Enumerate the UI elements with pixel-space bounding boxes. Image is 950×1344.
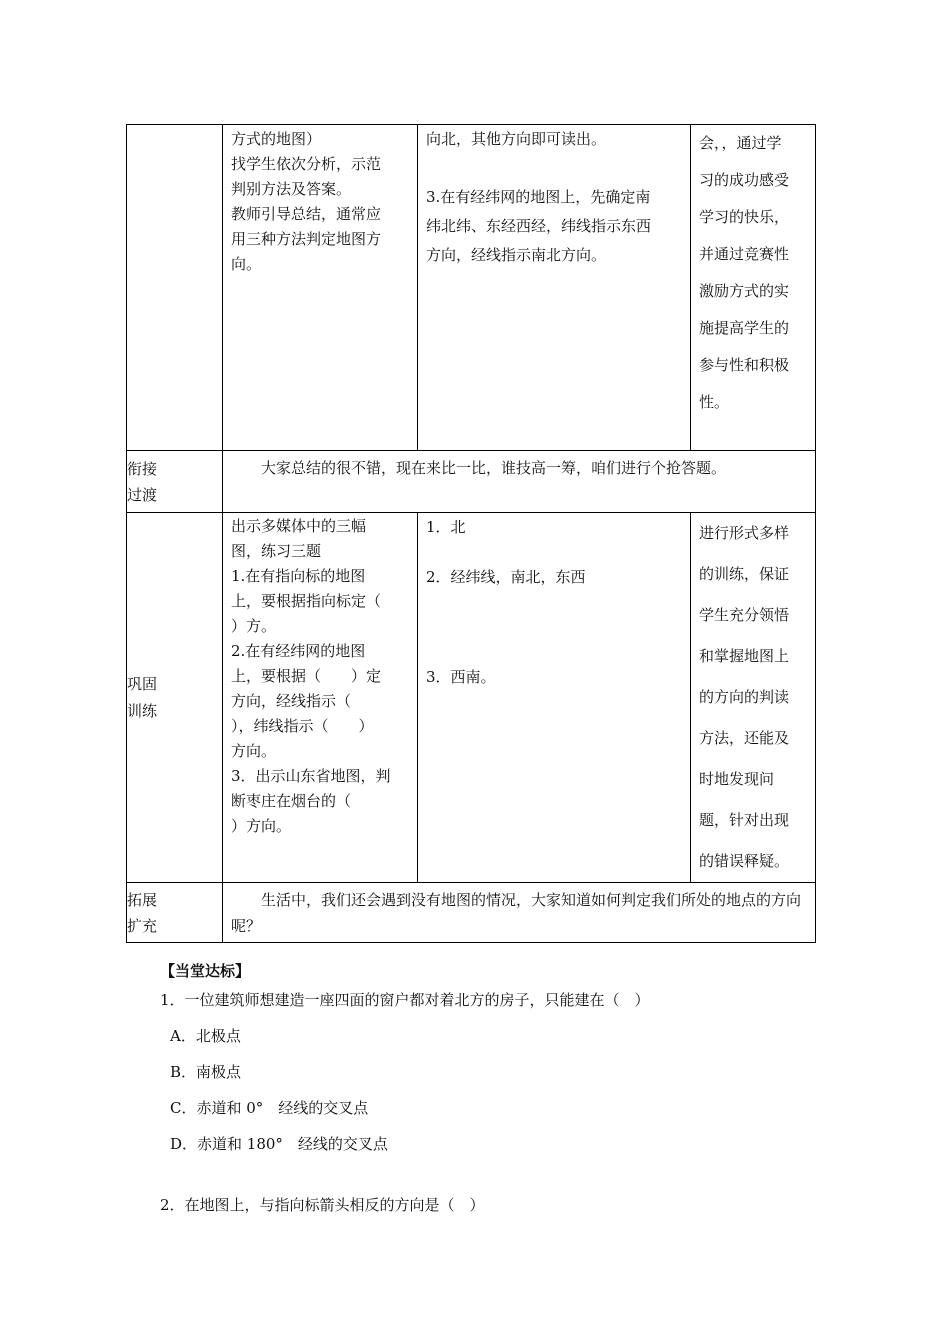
text-line: 学习的快乐，	[699, 208, 790, 226]
student-activity-cell	[418, 125, 691, 451]
text-line: 题，针对出现	[699, 811, 790, 829]
text-line: 断枣庄在烟台的（	[231, 792, 352, 810]
transition-content-cell	[223, 451, 816, 513]
text-line: 图，练习三题	[231, 542, 322, 560]
section-title: 【当堂达标】	[160, 962, 251, 980]
stage-cell	[127, 513, 223, 883]
stage-label: 过渡	[127, 485, 158, 504]
transition-text: 大家总结的很不错，现在来比一比，谁技高一筹，咱们进行个抢答题。	[261, 459, 727, 477]
stage-cell	[127, 883, 223, 943]
option-b: B．南极点	[170, 1063, 242, 1081]
table-row	[127, 125, 816, 451]
text-line: 的方向的判读	[699, 688, 790, 706]
option-c: C．赤道和 0° 经线的交叉点	[170, 1099, 369, 1117]
text-line: 教师引导总结，通常应	[231, 205, 382, 223]
text-line: 找学生依次分析，示范	[231, 155, 382, 173]
extension-text: 生活中，我们还会遇到没有地图的情况，大家知道如何判定我们所处的地点的方向呢？	[231, 891, 802, 935]
text-line: 施提高学生的	[699, 319, 790, 337]
lesson-plan-table	[126, 124, 816, 943]
text-line: 3．出示山东省地图，判	[231, 767, 391, 785]
text-line: 会，，通过学	[699, 134, 782, 152]
student-activity-cell	[418, 513, 691, 883]
teacher-activity-cell	[223, 125, 418, 451]
text-line: 方向，经线指示南北方向。	[426, 246, 607, 264]
text-line: 方向，经线指示（	[231, 692, 352, 710]
text-line: 的错误释疑。	[699, 852, 790, 870]
text-line: 用三种方法判定地图方	[231, 230, 382, 248]
text-line: 方法，还能及	[699, 729, 790, 747]
text-line: 1.在有指向标的地图	[231, 567, 366, 585]
text-line: ），纬线指示（ ）	[231, 717, 374, 735]
stage-cell	[127, 451, 223, 513]
stage-label: 拓展	[127, 890, 158, 909]
answer-line: 3．西南。	[426, 668, 496, 686]
option-d: D．赤道和 180° 经线的交叉点	[170, 1135, 388, 1153]
text-line: 上，要根据（ ）定	[231, 667, 382, 685]
text-line: ）方向。	[231, 817, 292, 835]
text-line: 并通过竞赛性	[699, 245, 790, 263]
text-line: 3.在有经纬网的地图上，先确定南	[426, 188, 651, 206]
text-line: 性。	[699, 393, 730, 411]
text-line: 参与性和积极	[699, 356, 790, 374]
stage-label: 扩充	[127, 916, 158, 935]
text-line: ）方。	[231, 617, 277, 635]
question-2: 2．在地图上，与指向标箭头相反的方向是（ ）	[160, 1196, 485, 1214]
text-line: 的训练，保证	[699, 565, 790, 583]
text-line: 出示多媒体中的三幅	[231, 517, 367, 535]
answer-line: 1．北	[426, 518, 466, 536]
text-line: 向。	[231, 255, 262, 273]
text-line: 进行形式多样	[699, 524, 790, 542]
text-line: 方式的地图）	[231, 130, 322, 148]
design-intent-cell	[691, 125, 816, 451]
text-line: 向北，其他方向即可读出。	[426, 130, 607, 148]
text-line: 2.在有经纬网的地图	[231, 642, 366, 660]
table-row	[127, 513, 816, 883]
stage-label: 衔接	[127, 459, 158, 478]
extension-content-cell	[223, 883, 816, 943]
teacher-activity-cell	[223, 513, 418, 883]
question-1: 1．一位建筑师想建造一座四面的窗户都对着北方的房子，只能建在（ ）	[160, 991, 650, 1009]
stage-label: 巩固	[127, 674, 158, 693]
text-line	[426, 154, 684, 183]
text-line: 方向。	[231, 742, 277, 760]
table-row	[127, 451, 816, 513]
stage-label: 训练	[127, 701, 158, 720]
text-line: 习的成功感受	[699, 171, 790, 189]
text-line: 判别方法及答案。	[231, 180, 352, 198]
answer-line: 2．经纬线，南北，东西	[426, 568, 586, 586]
table-row	[127, 883, 816, 943]
stage-cell	[127, 125, 223, 451]
text-line: 纬北纬、东经西经，纬线指示东西	[426, 217, 652, 235]
text-line: 学生充分领悟	[699, 606, 790, 624]
design-intent-cell	[691, 513, 816, 883]
text-line: 和掌握地图上	[699, 647, 790, 665]
text-line: 激励方式的实	[699, 282, 790, 300]
text-line: 上，要根据指向标定（	[231, 592, 382, 610]
text-line: 时地发现问	[699, 770, 775, 788]
option-a: A．北极点	[170, 1027, 241, 1045]
